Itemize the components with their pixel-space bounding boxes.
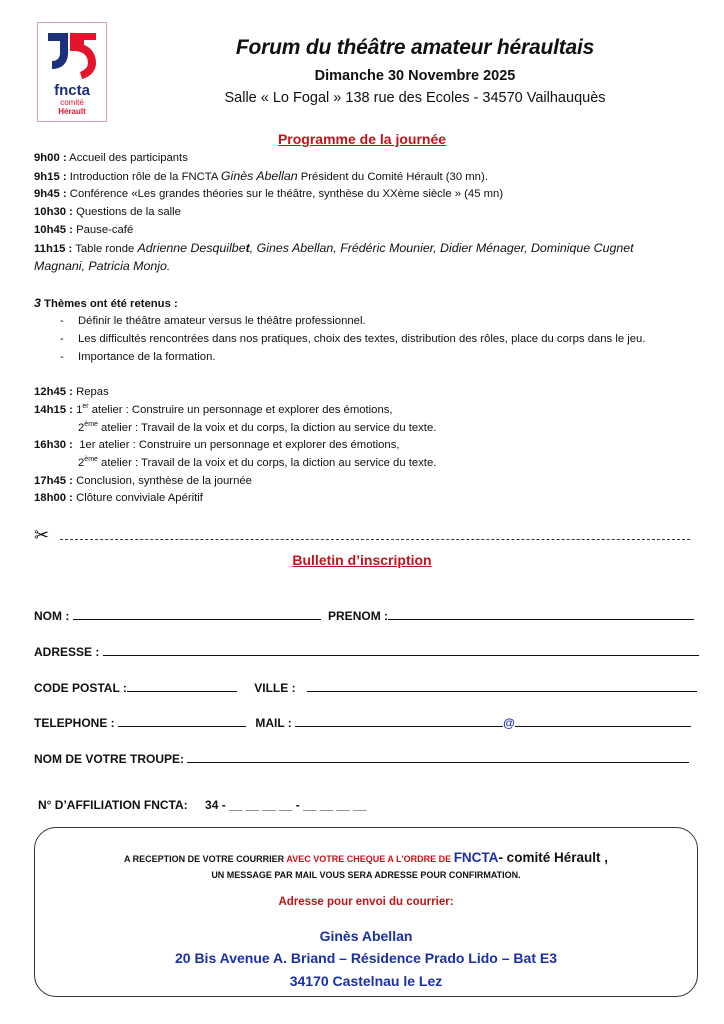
program-item-cont: Magnani, Patricia Monjo. [34, 259, 171, 274]
theme-item: - Importance de la formation. [60, 350, 216, 363]
cp-field[interactable] [127, 681, 237, 692]
affiliation-label: N° D’AFFILIATION FNCTA: [38, 798, 188, 812]
form-row-name [34, 609, 698, 623]
address-line-3: 34170 Castelnau le Lez [289, 973, 443, 989]
program-item: 12h45 : Repas [34, 386, 109, 399]
theme-item: - Définir le théâtre amateur versus le théâtre professionnel. [60, 315, 366, 328]
program-item: 2ème atelier : Travail de la voix et du corps, la diction au service du texte. [78, 455, 437, 469]
mail-field-user[interactable] [295, 716, 503, 727]
event-date: Dimanche 30 Novembre 2025 [314, 68, 516, 84]
form-row-address [34, 645, 698, 659]
adresse-field[interactable] [103, 645, 699, 656]
form-row-city [34, 681, 698, 695]
affiliation-field[interactable]: 34 - __ __ __ __ - __ __ __ __ [205, 798, 367, 812]
address-line-2: 20 Bis Avenue A. Briand – Résidence Prado Lido – Bat E3 [174, 950, 557, 966]
nom-label: NOM : [34, 609, 70, 623]
program-item: 14h15 : 1er atelier : Construire un personnage et explorer des émotions, [34, 402, 393, 416]
form-title: Bulletin d’inscription [292, 552, 432, 568]
dashed-divider [60, 539, 690, 540]
logo-sub2: Hérault [58, 107, 86, 116]
program-list [34, 150, 714, 508]
document-title: Forum du théâtre amateur héraultais [235, 36, 595, 59]
logo-text: fncta [54, 82, 90, 99]
box-line-1: A RECEPTION DE VOTRE COURRIER AVEC VOTRE CHEQUE A L'ORDRE DE FNCTA- comité Hérault , [124, 850, 608, 865]
program-item: 9h15 : Introduction rôle de la FNCTA Ginès Abellan Président du Comité Hérault (30 mn). [34, 168, 488, 183]
ville-field[interactable] [307, 681, 697, 692]
prenom-label: PRENOM : [328, 609, 389, 623]
nom-field[interactable] [73, 609, 321, 620]
fncta-logo-mark [38, 23, 106, 121]
cut-line [34, 525, 690, 546]
mail-label: MAIL : [255, 716, 292, 730]
fncta-logo [37, 22, 107, 122]
mail-field-domain[interactable] [515, 716, 691, 727]
address-line-1: Ginès Abellan [319, 928, 413, 944]
event-venue: Salle « Lo Fogal » 138 rue des Ecoles - 34570 Vailhauquès [224, 90, 606, 106]
program-item: 17h45 : Conclusion, synthèse de la journée [34, 474, 252, 487]
program-title: Programme de la journée [277, 131, 447, 147]
program-item: 9h00 : Accueil des participants [34, 152, 188, 164]
box-line-2: UN MESSAGE PAR MAIL VOUS SERA ADRESSE POUR CONFIRMATION. [211, 870, 521, 880]
theme-item: - Les difficultés rencontrées dans nos pratiques, choix des textes, distribution des rôles, place du corps dans le jeu. [60, 333, 646, 346]
program-item: 9h45 : Conférence «Les grandes théories sur le théâtre, synthèse du XXème siècle » (45 mn) [34, 188, 504, 201]
program-item: 18h00 : Clôture conviviale Apéritif [34, 492, 203, 505]
info-box [34, 827, 698, 997]
troupe-field[interactable] [187, 752, 689, 763]
form-row-troupe [34, 752, 698, 766]
program-item: 10h30 : Questions de la salle [34, 206, 181, 219]
at-symbol: @ [503, 716, 515, 730]
tel-label: TELEPHONE : [34, 716, 115, 730]
ville-label: VILLE : [254, 681, 296, 695]
program-item: 16h30 : 1er atelier : Construire un personnage et explorer des émotions, [34, 439, 400, 452]
themes-heading: 3 Thèmes ont été retenus : [34, 295, 178, 310]
tel-field[interactable] [118, 716, 246, 727]
prenom-field[interactable] [388, 609, 694, 620]
cp-label: CODE POSTAL : [34, 681, 127, 695]
program-item: 11h15 : Table ronde Adrienne Desquilbet, Gines Abellan, Frédéric Mounier, Didier Ménager, Dominique Cugnet [34, 240, 634, 255]
program-item: 2ème atelier : Travail de la voix et du corps, la diction au service du texte. [78, 420, 437, 434]
program-item: 10h45 : Pause-café [34, 223, 134, 236]
form-row-contact [34, 716, 698, 730]
logo-sub1: comité [60, 98, 84, 107]
scissors-icon: ✂ [34, 525, 50, 545]
adresse-label: ADRESSE : [34, 645, 100, 659]
form-row-affiliation [38, 798, 702, 812]
address-label: Adresse pour envoi du courrier: [278, 896, 454, 908]
troupe-label: NOM DE VOTRE TROUPE: [34, 752, 185, 766]
